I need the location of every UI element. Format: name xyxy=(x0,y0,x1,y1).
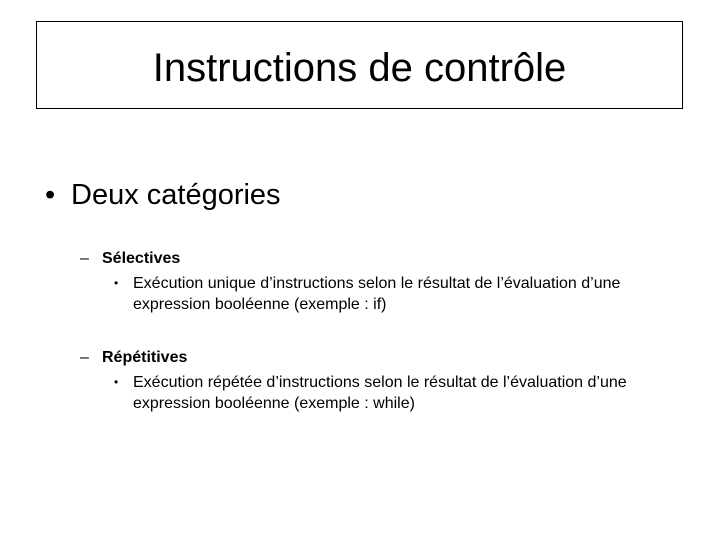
bullet-dot-icon: • xyxy=(45,179,56,211)
main-bullet-text: Deux catégories xyxy=(71,179,281,211)
main-bullet xyxy=(45,178,281,213)
bullet-dot-icon: • xyxy=(114,276,119,290)
sub-item-detail-text: Exécution répétée d’instructions selon le résultat de l’évaluation d’une expression booléenne (exemple : while) xyxy=(133,374,627,412)
sub-item-detail-text: Exécution unique d’instructions selon le résultat de l’évaluation d’une expression booléenne (exemple : if) xyxy=(133,275,621,313)
title-box xyxy=(36,21,683,109)
bullet-dot-icon: • xyxy=(114,375,119,389)
slide-title: Instructions de contrôle xyxy=(152,46,567,90)
dash-icon: – xyxy=(80,250,89,267)
sub-item-detail xyxy=(114,273,653,315)
sub-item-selectives xyxy=(80,248,653,315)
sub-item-heading-text: Répétitives xyxy=(102,349,188,366)
sub-item-repetitives xyxy=(80,347,653,414)
sub-item-heading-text: Sélectives xyxy=(102,250,181,267)
sub-item-heading xyxy=(80,347,653,368)
dash-icon: – xyxy=(80,349,89,366)
sub-item-detail xyxy=(114,372,653,414)
sub-item-heading xyxy=(80,248,653,269)
